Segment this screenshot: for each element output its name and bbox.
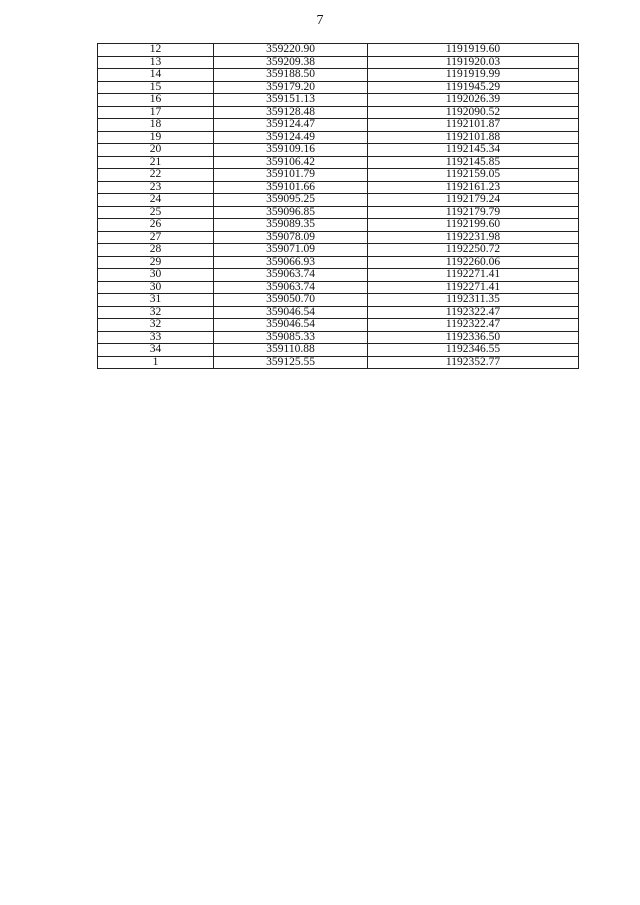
point-number-cell: 22 xyxy=(98,169,214,182)
table-row xyxy=(98,256,579,269)
point-number-cell: 15 xyxy=(98,81,214,94)
x-coordinate-cell: 359128.48 xyxy=(214,106,368,119)
x-coordinate-cell: 359095.25 xyxy=(214,194,368,207)
x-coordinate-cell: 359109.16 xyxy=(214,144,368,157)
x-coordinate-cell: 359066.93 xyxy=(214,256,368,269)
y-coordinate-cell: 1192145.34 xyxy=(368,144,579,157)
y-coordinate-cell: 1192260.06 xyxy=(368,256,579,269)
y-coordinate-cell: 1192101.88 xyxy=(368,131,579,144)
table-row xyxy=(98,156,579,169)
y-coordinate-cell: 1192231.98 xyxy=(368,231,579,244)
y-coordinate-cell: 1192179.79 xyxy=(368,206,579,219)
table-row xyxy=(98,44,579,57)
y-coordinate-cell: 1192090.52 xyxy=(368,106,579,119)
y-coordinate-cell: 1191919.60 xyxy=(368,44,579,57)
table-row xyxy=(98,144,579,157)
point-number-cell: 14 xyxy=(98,69,214,82)
table-row xyxy=(98,56,579,69)
table-row xyxy=(98,106,579,119)
y-coordinate-cell: 1192336.50 xyxy=(368,331,579,344)
table-row xyxy=(98,69,579,82)
table-row xyxy=(98,294,579,307)
table-row xyxy=(98,269,579,282)
x-coordinate-cell: 359220.90 xyxy=(214,44,368,57)
point-number-cell: 18 xyxy=(98,119,214,132)
y-coordinate-cell: 1191945.29 xyxy=(368,81,579,94)
table-row xyxy=(98,206,579,219)
table-row xyxy=(98,231,579,244)
table-row xyxy=(98,169,579,182)
table-row xyxy=(98,356,579,369)
point-number-cell: 19 xyxy=(98,131,214,144)
point-number-cell: 32 xyxy=(98,319,214,332)
point-number-cell: 30 xyxy=(98,281,214,294)
y-coordinate-cell: 1192101.87 xyxy=(368,119,579,132)
table-row xyxy=(98,319,579,332)
y-coordinate-cell: 1192346.55 xyxy=(368,344,579,357)
point-number-cell: 28 xyxy=(98,244,214,257)
x-coordinate-cell: 359125.55 xyxy=(214,356,368,369)
point-number-cell: 25 xyxy=(98,206,214,219)
point-number-cell: 29 xyxy=(98,256,214,269)
point-number-cell: 31 xyxy=(98,294,214,307)
point-number-cell: 12 xyxy=(98,44,214,57)
point-number-cell: 20 xyxy=(98,144,214,157)
x-coordinate-cell: 359179.20 xyxy=(214,81,368,94)
table-row xyxy=(98,331,579,344)
x-coordinate-cell: 359209.38 xyxy=(214,56,368,69)
x-coordinate-cell: 359096.85 xyxy=(214,206,368,219)
table-row xyxy=(98,194,579,207)
x-coordinate-cell: 359124.49 xyxy=(214,131,368,144)
x-coordinate-cell: 359110.88 xyxy=(214,344,368,357)
y-coordinate-cell: 1192271.41 xyxy=(368,269,579,282)
table-row xyxy=(98,181,579,194)
y-coordinate-cell: 1191919.99 xyxy=(368,69,579,82)
table-row xyxy=(98,306,579,319)
table-row xyxy=(98,344,579,357)
x-coordinate-cell: 359046.54 xyxy=(214,306,368,319)
table-row xyxy=(98,219,579,232)
point-number-cell: 13 xyxy=(98,56,214,69)
y-coordinate-cell: 1192159.05 xyxy=(368,169,579,182)
y-coordinate-cell: 1192179.24 xyxy=(368,194,579,207)
point-number-cell: 27 xyxy=(98,231,214,244)
x-coordinate-cell: 359063.74 xyxy=(214,269,368,282)
point-number-cell: 16 xyxy=(98,94,214,107)
x-coordinate-cell: 359085.33 xyxy=(214,331,368,344)
x-coordinate-cell: 359124.47 xyxy=(214,119,368,132)
point-number-cell: 34 xyxy=(98,344,214,357)
table-row xyxy=(98,244,579,257)
y-coordinate-cell: 1192322.47 xyxy=(368,306,579,319)
point-number-cell: 32 xyxy=(98,306,214,319)
y-coordinate-cell: 1192322.47 xyxy=(368,319,579,332)
point-number-cell: 30 xyxy=(98,269,214,282)
x-coordinate-cell: 359101.66 xyxy=(214,181,368,194)
table-row xyxy=(98,94,579,107)
point-number-cell: 1 xyxy=(98,356,214,369)
y-coordinate-cell: 1192250.72 xyxy=(368,244,579,257)
y-coordinate-cell: 1192199.60 xyxy=(368,219,579,232)
x-coordinate-cell: 359101.79 xyxy=(214,169,368,182)
y-coordinate-cell: 1192311.35 xyxy=(368,294,579,307)
x-coordinate-cell: 359063.74 xyxy=(214,281,368,294)
table-row xyxy=(98,81,579,94)
y-coordinate-cell: 1192161.23 xyxy=(368,181,579,194)
x-coordinate-cell: 359071.09 xyxy=(214,244,368,257)
y-coordinate-cell: 1192271.41 xyxy=(368,281,579,294)
y-coordinate-cell: 1192145.85 xyxy=(368,156,579,169)
point-number-cell: 21 xyxy=(98,156,214,169)
y-coordinate-cell: 1192026.39 xyxy=(368,94,579,107)
x-coordinate-cell: 359106.42 xyxy=(214,156,368,169)
y-coordinate-cell: 1191920.03 xyxy=(368,56,579,69)
point-number-cell: 26 xyxy=(98,219,214,232)
table-row xyxy=(98,119,579,132)
x-coordinate-cell: 359089.35 xyxy=(214,219,368,232)
point-number-cell: 24 xyxy=(98,194,214,207)
table-row xyxy=(98,281,579,294)
point-number-cell: 17 xyxy=(98,106,214,119)
x-coordinate-cell: 359078.09 xyxy=(214,231,368,244)
table-row xyxy=(98,131,579,144)
x-coordinate-cell: 359188.50 xyxy=(214,69,368,82)
x-coordinate-cell: 359050.70 xyxy=(214,294,368,307)
x-coordinate-cell: 359046.54 xyxy=(214,319,368,332)
point-number-cell: 23 xyxy=(98,181,214,194)
x-coordinate-cell: 359151.13 xyxy=(214,94,368,107)
page-number: 7 xyxy=(316,13,324,28)
coordinates-table-body xyxy=(98,44,579,369)
coordinates-table xyxy=(97,43,579,369)
point-number-cell: 33 xyxy=(98,331,214,344)
y-coordinate-cell: 1192352.77 xyxy=(368,356,579,369)
